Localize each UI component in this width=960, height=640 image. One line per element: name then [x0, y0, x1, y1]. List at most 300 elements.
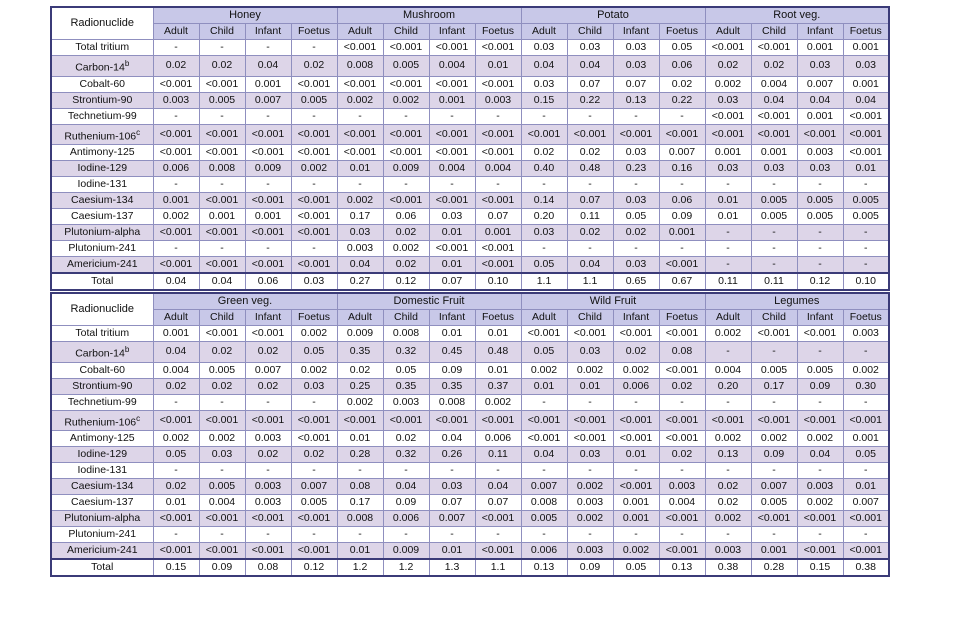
column-subheader: Child: [751, 24, 797, 40]
table-cell: 0.03: [521, 40, 567, 56]
table-total-cell: 0.09: [199, 559, 245, 576]
table-cell: <0.001: [843, 124, 889, 145]
table-cell: <0.001: [245, 193, 291, 209]
table-cell: <0.001: [199, 257, 245, 274]
table-cell: 0.02: [751, 56, 797, 77]
table-cell: <0.001: [153, 543, 199, 560]
table-header-groups: [51, 293, 889, 310]
row-label-radionuclide: [51, 193, 153, 209]
footnote-marker: b: [124, 59, 130, 68]
table-cell: 0.002: [567, 362, 613, 378]
table-cell: 0.002: [383, 92, 429, 108]
table-cell: <0.001: [429, 145, 475, 161]
table-cell: 0.001: [153, 326, 199, 342]
table-cell: <0.001: [659, 326, 705, 342]
table-cell: 0.008: [337, 56, 383, 77]
table-cell: <0.001: [429, 124, 475, 145]
table-cell: <0.001: [659, 410, 705, 431]
table-row: [51, 479, 889, 495]
data-table-1-wrapper: [50, 6, 890, 291]
table-total-cell: 0.38: [705, 559, 751, 576]
table-cell: -: [751, 463, 797, 479]
table-cell: 0.002: [199, 431, 245, 447]
table-cell: <0.001: [429, 241, 475, 257]
table-cell: 0.007: [797, 76, 843, 92]
table-cell: -: [383, 527, 429, 543]
table-cell: 0.001: [843, 76, 889, 92]
table-cell: -: [567, 241, 613, 257]
table-cell: <0.001: [337, 76, 383, 92]
table-cell: <0.001: [751, 124, 797, 145]
table-cell: <0.001: [383, 410, 429, 431]
table-cell: -: [199, 40, 245, 56]
table-cell: <0.001: [291, 209, 337, 225]
table-cell: 0.08: [337, 479, 383, 495]
table-cell: <0.001: [613, 326, 659, 342]
table-cell: 0.002: [521, 362, 567, 378]
table-cell: <0.001: [797, 543, 843, 560]
table-cell: -: [245, 241, 291, 257]
table-cell: -: [521, 527, 567, 543]
table-cell: 0.001: [245, 76, 291, 92]
table-cell: <0.001: [843, 511, 889, 527]
table-cell: -: [521, 177, 567, 193]
table-cell: -: [613, 527, 659, 543]
table-row: [51, 431, 889, 447]
table-cell: <0.001: [245, 124, 291, 145]
table-row: [51, 257, 889, 274]
table-cell: 0.04: [153, 342, 199, 363]
table-cell: <0.001: [843, 145, 889, 161]
table-cell: 0.009: [383, 543, 429, 560]
table-row: [51, 410, 889, 431]
table-cell: -: [429, 108, 475, 124]
row-label-text: Iodine-129: [77, 162, 128, 174]
table-cell: 0.005: [843, 193, 889, 209]
column-subheader: Child: [383, 24, 429, 40]
column-subheader: Foetus: [291, 24, 337, 40]
table-cell: <0.001: [245, 145, 291, 161]
table-cell: -: [245, 394, 291, 410]
table-cell: -: [705, 394, 751, 410]
table-cell: -: [705, 241, 751, 257]
table-cell: -: [291, 463, 337, 479]
table-cell: 0.001: [797, 108, 843, 124]
table-cell: -: [567, 108, 613, 124]
table-cell: 0.01: [843, 161, 889, 177]
table-cell: <0.001: [199, 76, 245, 92]
row-label-text: Cobalt-60: [79, 77, 126, 90]
table-cell: -: [199, 394, 245, 410]
table-cell: 0.001: [475, 225, 521, 241]
table-cell: -: [429, 177, 475, 193]
row-label-text: Plutonium-alpha: [64, 226, 141, 238]
row-label-radionuclide: [51, 527, 153, 543]
table-cell: <0.001: [705, 108, 751, 124]
column-group-header: Wild Fruit: [521, 293, 705, 310]
table-row: [51, 447, 889, 463]
table-cell: 0.003: [567, 543, 613, 560]
table-cell: -: [705, 527, 751, 543]
table-row: [51, 511, 889, 527]
table-cell: <0.001: [797, 511, 843, 527]
table-total-cell: 0.09: [567, 559, 613, 576]
table-cell: 0.007: [291, 479, 337, 495]
table-row: [51, 326, 889, 342]
column-group-header: Potato: [521, 7, 705, 24]
table-cell: 0.001: [843, 431, 889, 447]
table-cell: -: [705, 177, 751, 193]
table-cell: -: [521, 241, 567, 257]
table-cell: 0.009: [337, 326, 383, 342]
table-cell: 0.002: [337, 92, 383, 108]
column-subheader: Foetus: [475, 310, 521, 326]
table-cell: <0.001: [751, 511, 797, 527]
table-cell: 0.02: [153, 479, 199, 495]
table-cell: 0.02: [659, 378, 705, 394]
table-cell: <0.001: [153, 257, 199, 274]
table-cell: 0.48: [475, 342, 521, 363]
table-cell: -: [153, 177, 199, 193]
table-row: [51, 145, 889, 161]
table-total-cell: 1.2: [337, 559, 383, 576]
table-cell: <0.001: [383, 193, 429, 209]
table-cell: -: [613, 241, 659, 257]
column-subheader: Foetus: [291, 310, 337, 326]
table-row: [51, 463, 889, 479]
column-subheader: Adult: [521, 310, 567, 326]
table-cell: <0.001: [291, 543, 337, 560]
table-cell: 0.002: [153, 431, 199, 447]
footnote-marker: b: [124, 345, 130, 354]
column-subheader: Child: [567, 310, 613, 326]
table-cell: -: [797, 241, 843, 257]
table-cell: -: [843, 177, 889, 193]
table-cell: 0.02: [659, 447, 705, 463]
row-label-text: Caesium-134: [71, 480, 134, 492]
row-label-text: Caesium-137: [71, 210, 134, 222]
column-group-header: Domestic Fruit: [337, 293, 521, 310]
table-cell: <0.001: [291, 511, 337, 527]
table-cell: <0.001: [475, 410, 521, 431]
table-total-cell: 0.06: [245, 273, 291, 290]
row-label-radionuclide: [51, 543, 153, 560]
table-cell: 0.09: [659, 209, 705, 225]
table-cell: 0.003: [567, 495, 613, 511]
table-cell: 0.002: [291, 362, 337, 378]
table-cell: 0.002: [337, 193, 383, 209]
table-cell: <0.001: [199, 225, 245, 241]
table-cell: 0.005: [199, 362, 245, 378]
table-cell: 0.05: [613, 209, 659, 225]
row-label-text: Antimony-125: [69, 146, 135, 158]
table-cell: 0.002: [797, 431, 843, 447]
row-label-total: Total: [51, 273, 153, 290]
table-cell: -: [843, 463, 889, 479]
row-label-text: Plutonium-241: [68, 528, 137, 540]
table-cell: 0.03: [705, 161, 751, 177]
table-cell: <0.001: [291, 145, 337, 161]
table-cell: 0.001: [199, 209, 245, 225]
row-label-text: Americium-241: [66, 544, 138, 556]
table-cell: <0.001: [337, 124, 383, 145]
table-cell: 0.004: [659, 495, 705, 511]
row-label-radionuclide: [51, 257, 153, 274]
table-cell: <0.001: [337, 40, 383, 56]
table-cell: 0.17: [337, 209, 383, 225]
table-cell: 0.003: [843, 326, 889, 342]
table-cell: 0.25: [337, 378, 383, 394]
table-cell: -: [751, 257, 797, 274]
table-cell: 0.40: [521, 161, 567, 177]
table-cell: 0.002: [705, 511, 751, 527]
table-cell: 0.001: [613, 495, 659, 511]
table-cell: 0.04: [429, 431, 475, 447]
table-cell: 0.001: [843, 40, 889, 56]
table-cell: <0.001: [429, 193, 475, 209]
table-cell: 0.48: [567, 161, 613, 177]
table-total-cell: 0.04: [153, 273, 199, 290]
table-cell: -: [245, 463, 291, 479]
table-cell: <0.001: [475, 543, 521, 560]
table-cell: 0.32: [383, 447, 429, 463]
row-label-radionuclide: [51, 495, 153, 511]
table-cell: -: [291, 527, 337, 543]
table-cell: 0.22: [659, 92, 705, 108]
table-cell: <0.001: [567, 124, 613, 145]
column-group-header: Legumes: [705, 293, 889, 310]
table-cell: 0.32: [383, 342, 429, 363]
table-cell: 0.45: [429, 342, 475, 363]
table-cell: <0.001: [383, 124, 429, 145]
table-total-cell: 0.12: [383, 273, 429, 290]
table-total-cell: 0.04: [199, 273, 245, 290]
table-cell: 0.11: [567, 209, 613, 225]
table-header-subgroups: [51, 310, 889, 326]
column-header-radionuclide: Radionuclide: [51, 7, 153, 40]
table-cell: 0.003: [705, 543, 751, 560]
table-cell: <0.001: [659, 362, 705, 378]
table-cell: <0.001: [797, 124, 843, 145]
table-row: [51, 193, 889, 209]
table-cell: 0.02: [567, 145, 613, 161]
table-cell: 0.02: [245, 447, 291, 463]
table-cell: 0.002: [475, 394, 521, 410]
table-cell: 0.01: [475, 362, 521, 378]
table-cell: 0.003: [245, 431, 291, 447]
column-subheader: Child: [199, 24, 245, 40]
row-label-radionuclide: [51, 378, 153, 394]
table-cell: 0.02: [153, 56, 199, 77]
table-cell: 0.005: [751, 193, 797, 209]
table-cell: 0.001: [705, 145, 751, 161]
table-cell: <0.001: [383, 145, 429, 161]
table-total-cell: 0.10: [843, 273, 889, 290]
table-total-cell: 0.07: [429, 273, 475, 290]
table-cell: -: [383, 108, 429, 124]
table-total-cell: 1.2: [383, 559, 429, 576]
table-total-cell: 0.38: [843, 559, 889, 576]
table-cell: 0.03: [567, 342, 613, 363]
table-cell: -: [291, 177, 337, 193]
table-cell: 0.01: [337, 431, 383, 447]
row-label-radionuclide: [51, 479, 153, 495]
table-cell: <0.001: [797, 410, 843, 431]
table-cell: -: [475, 527, 521, 543]
table-cell: 0.04: [751, 92, 797, 108]
table-cell: <0.001: [153, 76, 199, 92]
table-row: [51, 342, 889, 363]
table-cell: -: [843, 342, 889, 363]
table-cell: 0.04: [521, 447, 567, 463]
table-cell: 0.007: [245, 362, 291, 378]
table-cell: 0.35: [429, 378, 475, 394]
table-cell: 0.03: [429, 209, 475, 225]
table-cell: 0.02: [705, 479, 751, 495]
table-cell: 0.02: [613, 342, 659, 363]
table-cell: <0.001: [153, 511, 199, 527]
table-cell: -: [153, 40, 199, 56]
table-cell: 0.07: [475, 495, 521, 511]
table-total-cell: 0.27: [337, 273, 383, 290]
table-cell: 0.03: [429, 479, 475, 495]
column-subheader: Infant: [613, 24, 659, 40]
table-cell: -: [245, 527, 291, 543]
footnote-marker: c: [136, 127, 141, 137]
table-cell: 0.003: [383, 394, 429, 410]
row-label-total: Total: [51, 559, 153, 576]
table-cell: 0.004: [705, 362, 751, 378]
row-label-text: Iodine-131: [77, 464, 128, 476]
table-cell: 0.04: [797, 447, 843, 463]
table-cell: <0.001: [199, 145, 245, 161]
column-subheader: Foetus: [843, 24, 889, 40]
table-cell: 0.03: [567, 40, 613, 56]
table-cell: 0.04: [245, 56, 291, 77]
table-cell: 0.002: [153, 209, 199, 225]
table-cell: 0.003: [245, 495, 291, 511]
table-cell: 0.007: [429, 511, 475, 527]
table-cell: 0.01: [153, 495, 199, 511]
table-cell: 0.04: [383, 479, 429, 495]
table-cell: <0.001: [245, 410, 291, 431]
table-cell: <0.001: [659, 431, 705, 447]
column-subheader: Child: [751, 310, 797, 326]
table-cell: -: [291, 241, 337, 257]
table-cell: <0.001: [475, 511, 521, 527]
table-cell: -: [659, 108, 705, 124]
table-row: [51, 76, 889, 92]
table-cell: 0.04: [567, 56, 613, 77]
table-cell: 0.02: [245, 342, 291, 363]
table-cell: 0.01: [521, 378, 567, 394]
table-cell: 0.01: [337, 543, 383, 560]
table-cell: -: [751, 225, 797, 241]
table-cell: <0.001: [245, 225, 291, 241]
table-cell: -: [797, 342, 843, 363]
row-label-text: Plutonium-alpha: [64, 512, 141, 524]
column-group-header: Honey: [153, 7, 337, 24]
table-cell: 0.006: [613, 378, 659, 394]
table-cell: <0.001: [199, 410, 245, 431]
table-cell: <0.001: [475, 40, 521, 56]
table-cell: <0.001: [337, 410, 383, 431]
table-cell: -: [705, 342, 751, 363]
table-cell: -: [797, 177, 843, 193]
row-label-radionuclide: [51, 92, 153, 108]
table-cell: 0.001: [751, 145, 797, 161]
table-total-cell: 0.13: [659, 559, 705, 576]
table-cell: 0.005: [797, 362, 843, 378]
table-cell: 0.007: [843, 495, 889, 511]
table-cell: <0.001: [659, 511, 705, 527]
table-cell: <0.001: [199, 326, 245, 342]
column-subheader: Adult: [337, 24, 383, 40]
row-label-text: Cobalt-60: [79, 363, 126, 376]
table-cell: 0.07: [613, 76, 659, 92]
table-cell: -: [843, 241, 889, 257]
row-label-radionuclide: [51, 241, 153, 257]
column-subheader: Child: [567, 24, 613, 40]
table-header-groups: [51, 7, 889, 24]
table-cell: 0.02: [613, 225, 659, 241]
table-cell: 0.008: [429, 394, 475, 410]
table-cell: <0.001: [429, 410, 475, 431]
table-cell: 0.02: [383, 225, 429, 241]
table-cell: <0.001: [291, 225, 337, 241]
table-total-cell: 0.15: [153, 559, 199, 576]
table-cell: 0.37: [475, 378, 521, 394]
table-cell: -: [291, 40, 337, 56]
table-cell: -: [567, 177, 613, 193]
table-cell: 0.02: [521, 145, 567, 161]
row-label-radionuclide: [51, 108, 153, 124]
table-cell: -: [475, 177, 521, 193]
table-cell: -: [567, 463, 613, 479]
table-cell: <0.001: [659, 543, 705, 560]
table-cell: 0.03: [337, 225, 383, 241]
table-cell: 0.11: [475, 447, 521, 463]
table-total-cell: 0.15: [797, 559, 843, 576]
table-cell: -: [797, 394, 843, 410]
table-cell: 0.03: [613, 257, 659, 274]
table-cell: 0.06: [659, 56, 705, 77]
table-cell: <0.001: [199, 124, 245, 145]
table-cell: <0.001: [705, 40, 751, 56]
table-cell: 0.03: [705, 92, 751, 108]
table-total-cell: 0.11: [751, 273, 797, 290]
table-cell: 0.006: [153, 161, 199, 177]
table-cell: 0.05: [521, 342, 567, 363]
table-cell: -: [291, 394, 337, 410]
table-cell: 0.003: [245, 479, 291, 495]
table-cell: <0.001: [475, 124, 521, 145]
table-row: [51, 394, 889, 410]
table-cell: 0.17: [751, 378, 797, 394]
table-cell: 0.03: [199, 447, 245, 463]
column-subheader: Infant: [613, 310, 659, 326]
column-subheader: Infant: [245, 24, 291, 40]
row-label-radionuclide: [51, 56, 153, 77]
table-total-row: [51, 273, 889, 290]
table-cell: 0.15: [521, 92, 567, 108]
table-cell: 0.005: [383, 56, 429, 77]
row-label-radionuclide: [51, 209, 153, 225]
table-cell: 0.002: [291, 326, 337, 342]
table-cell: 0.01: [567, 378, 613, 394]
table-row: [51, 543, 889, 560]
row-label-radionuclide: [51, 394, 153, 410]
